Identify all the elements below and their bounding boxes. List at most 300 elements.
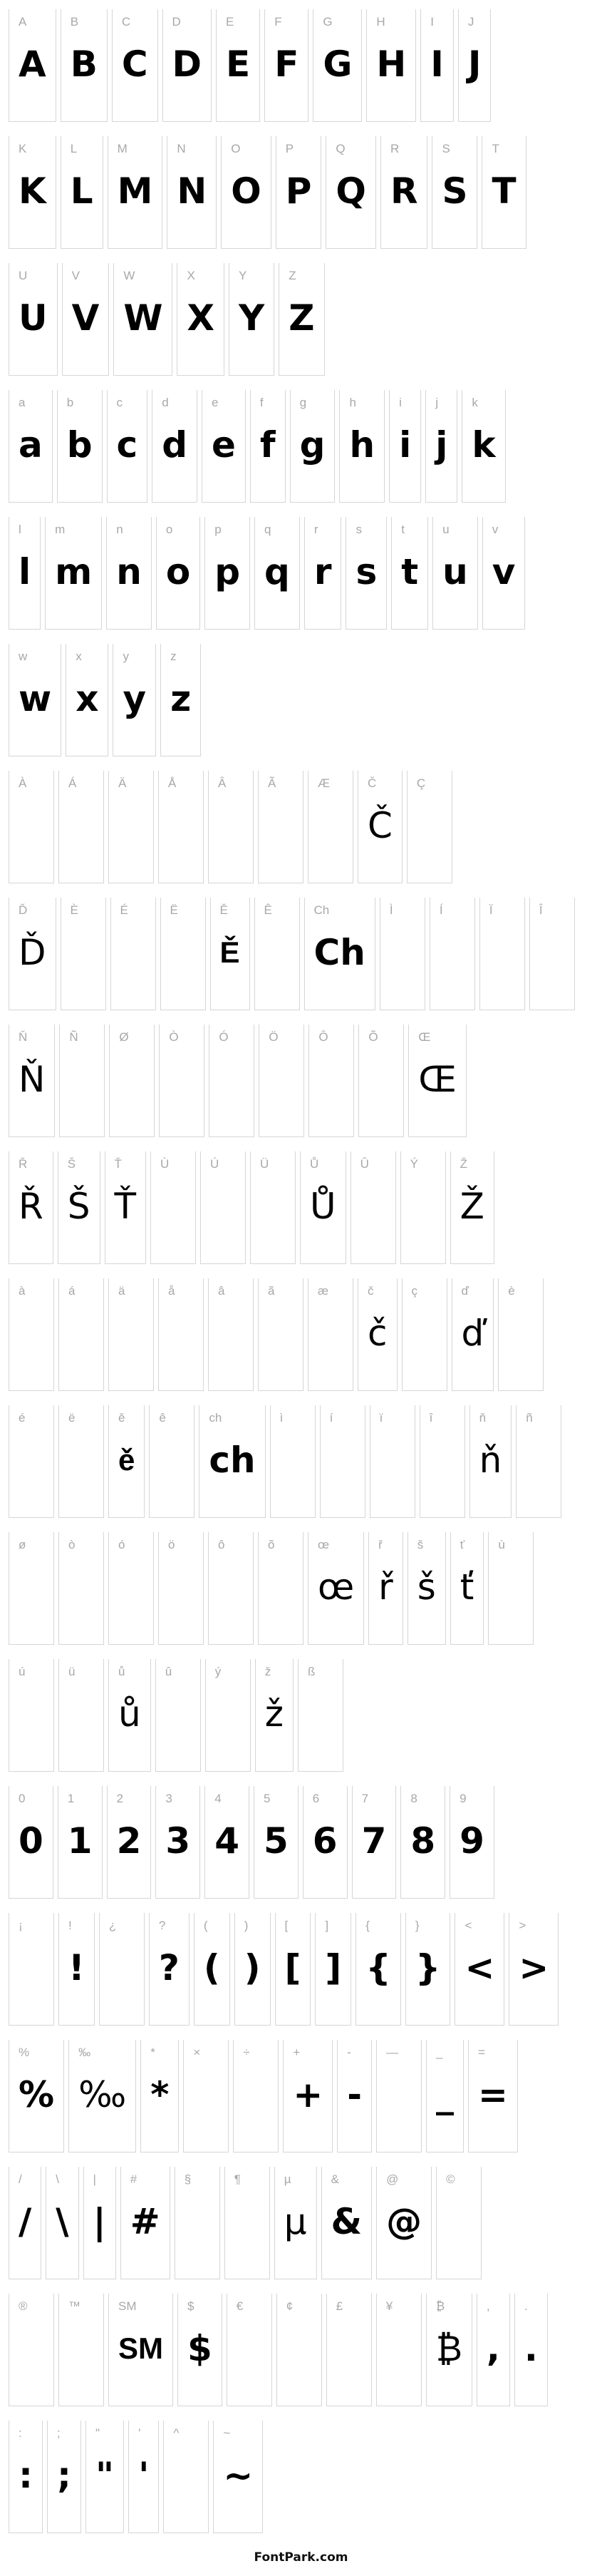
glyph-cell-label: è [508,1284,515,1298]
glyph-cell-label: ñ [526,1411,533,1425]
glyph-cell-glyph: 4 [214,1820,239,1862]
glyph-cell-label: Ň [19,1030,28,1044]
glyph-cell-label: @ [386,2172,399,2186]
glyph-cell [155,1786,200,1899]
glyph-cell-label: u [442,523,450,536]
glyph-cell [351,1151,396,1264]
glyph-cell-label: Ï [489,903,493,917]
glyph-cell-glyph [210,1176,236,1237]
glyph-cell-glyph [69,1049,95,1110]
glyph-cell-label: È [70,903,78,917]
glyph-row [9,9,593,122]
glyph-cell [9,517,41,630]
glyph-cell-glyph: z [170,678,192,719]
glyph-cell-label: Ñ [69,1030,78,1044]
glyph-cell-glyph: @ [386,2201,422,2242]
glyph-cell-label: Ã [268,776,276,790]
glyph-cell-glyph: w [19,678,52,719]
glyph-cell [205,1659,251,1772]
glyph-cell-glyph [526,1430,551,1491]
glyph-cell-label: Û [360,1157,369,1171]
glyph-cell-glyph: e [211,424,236,466]
glyph-cell [58,1278,104,1391]
glyph-cell [120,2167,170,2279]
glyph-cell-glyph: ř [378,1566,393,1608]
glyph-cell-label: E [226,15,234,29]
glyph-cell [177,263,224,376]
glyph-cell [400,1786,445,1899]
glyph-cell [202,390,246,503]
glyph-cell [370,1405,415,1518]
glyph-cell [9,1278,54,1391]
glyph-cell [482,136,526,249]
glyph-cell [283,2040,333,2152]
glyph-cell [254,517,300,630]
glyph-cell-label: / [19,2172,22,2186]
glyph-cell-label: ? [158,1919,166,1932]
glyph-cell-label: Ò [169,1030,179,1044]
glyph-cell-glyph: ! [68,1947,85,1989]
glyph-cell-label: Ž [460,1157,468,1171]
glyph-cell [108,136,163,249]
glyph-cell-glyph [218,1303,244,1364]
glyph-cell [46,2167,78,2279]
glyph-cell-label: Î [539,903,543,917]
glyph-cell [61,136,103,249]
glyph-cell-glyph: ) [244,1947,261,1989]
glyph-cell-glyph [218,795,244,856]
glyph-cell-label: - [347,2046,351,2059]
glyph-cell [452,1278,494,1391]
glyph-cell-glyph: ( [203,1947,220,1989]
glyph-cell-glyph [243,2064,269,2125]
glyph-cell-label: U [19,269,28,282]
glyph-cell [407,771,452,883]
glyph-cell-glyph: A [19,43,46,85]
glyph-cell-glyph: Ť [114,1186,137,1227]
glyph-cell-label: Ø [119,1030,129,1044]
glyph-cell-glyph: T [492,170,517,212]
glyph-cell [9,390,53,503]
glyph-cell [9,2167,41,2279]
glyph-cell-glyph [386,2064,412,2125]
glyph-cell [468,2040,518,2152]
glyph-cell [498,1278,544,1391]
glyph-cell-label: l [19,523,21,536]
glyph-cell [61,9,108,122]
glyph-cell-glyph: ť [460,1566,474,1608]
glyph-cell [199,1405,265,1518]
glyph-cell [514,2294,548,2406]
glyph-cell-glyph: a [19,424,43,466]
glyph-cell [300,1151,346,1264]
glyph-cell-label: $ [187,2299,194,2313]
glyph-cell [264,9,308,122]
glyph-cell-label: ch [209,1411,222,1425]
glyph-cell [155,1659,201,1772]
glyph-cell [9,1151,53,1264]
glyph-cell-label: f [259,396,264,409]
glyph-cell-glyph: ň [479,1440,502,1481]
glyph-cell-glyph: M [117,170,153,212]
glyph-cell-glyph: & [331,2201,363,2242]
glyph-cell [105,1151,147,1264]
glyph-cell-label: Ch [313,903,330,917]
glyph-cell-label: Ö [269,1030,279,1044]
glyph-cell-glyph [119,1049,145,1110]
glyph-cell [380,136,428,249]
glyph-cell [62,263,110,376]
glyph-cell-glyph: ? [158,1947,180,1989]
glyph-cell [9,2421,43,2533]
glyph-cell-glyph [19,795,44,856]
glyph-cell-glyph: + [293,2074,323,2115]
glyph-cell-label: Õ [368,1030,378,1044]
glyph-cell [85,2421,124,2533]
glyph-cell-glyph: Ch [313,932,365,973]
glyph-cell-label: 3 [165,1792,172,1805]
glyph-cell-label: ó [118,1538,125,1551]
glyph-cell-label: V [71,269,80,282]
glyph-row [9,1405,593,1518]
glyph-cell-label: Ê [264,903,272,917]
glyph-cell-label: ù [498,1538,505,1551]
glyph-cell-glyph [268,1556,294,1618]
glyph-cell-glyph [118,1303,144,1364]
glyph-cell [436,2167,482,2279]
glyph-cell-label: . [524,2299,528,2313]
glyph-cell-glyph: o [165,551,191,592]
glyph-cell-glyph: 3 [165,1820,191,1862]
glyph-cell-label: d [162,396,169,409]
glyph-cell-glyph: q [264,551,290,592]
glyph-cell [420,1405,465,1518]
glyph-cell-glyph: : [19,2455,33,2496]
glyph-cell-glyph: Š [67,1186,90,1227]
glyph-cell [9,1025,55,1137]
glyph-cell-label: À [19,776,27,790]
glyph-cell-glyph [268,795,294,856]
glyph-cell-glyph [169,1049,194,1110]
glyph-cell [224,2167,270,2279]
glyph-cell-glyph: 9 [460,1820,484,1862]
glyph-cell [509,1913,559,2026]
glyph-cell-label: î [429,1411,433,1425]
glyph-cell [516,1405,561,1518]
glyph-cell [477,2294,510,2406]
glyph-cell [308,1025,354,1137]
glyph-cell-glyph: [ [284,1947,301,1989]
glyph-cell-glyph [417,795,442,856]
glyph-cell-label: 6 [312,1792,320,1805]
glyph-cell-glyph: ď [461,1313,484,1354]
glyph-cell-label: n [116,523,123,536]
glyph-cell-glyph: _ [436,2074,455,2115]
glyph-cell-glyph: l [19,551,31,592]
glyph-cell-label: B [70,15,79,29]
glyph-cell [337,2040,372,2152]
glyph-cell [149,1913,190,2026]
glyph-cell-label: ë [68,1411,76,1425]
glyph-cell-glyph: ‰ [78,2074,127,2115]
glyph-cell-glyph: / [19,2201,32,2242]
glyph-cell-label: ò [68,1538,76,1551]
glyph-cell-label: < [465,1919,472,1932]
glyph-cell [426,2294,472,2406]
glyph-row [9,1025,593,1137]
glyph-cell-glyph: V [71,297,100,339]
glyph-cell-label: Ú [210,1157,219,1171]
glyph-cell-glyph: # [130,2201,160,2242]
glyph-cell [425,390,457,503]
glyph-cell-glyph [19,1683,44,1745]
glyph-cell [208,1278,254,1391]
glyph-cell [58,1913,95,2026]
glyph-cell-glyph [410,1176,436,1237]
glyph-cell [106,517,152,630]
glyph-cell-label: Œ [418,1030,431,1044]
glyph-cell-glyph: ] [325,1947,342,1989]
glyph-cell-label: × [193,2046,201,2059]
glyph-cell-label: à [19,1284,26,1298]
glyph-cell-glyph [185,2191,210,2252]
glyph-cell [66,644,108,756]
glyph-cell-label: _ [436,2046,443,2059]
glyph-cell-glyph: Ř [19,1186,43,1227]
glyph-cell-glyph: J [467,43,482,85]
glyph-cell-glyph: µ [284,2201,307,2242]
glyph-cell [9,898,56,1010]
glyph-cell-glyph: Ď [19,932,46,973]
glyph-cell-label: : [19,2426,22,2440]
glyph-cell-label: é [19,1411,26,1425]
glyph-cell-label: J [467,15,474,29]
glyph-cell-label: Â [218,776,227,790]
glyph-cell [200,1151,246,1264]
glyph-cell [315,1913,351,2026]
glyph-cell [229,263,274,376]
glyph-cell-glyph: { [365,1947,391,1989]
glyph-cell [194,1913,230,2026]
glyph-cell-label: A [19,15,27,29]
glyph-cell-label: ž [264,1665,271,1678]
glyph-cell [167,136,217,249]
glyph-cell-glyph [19,1303,44,1364]
glyph-cell [68,2040,136,2152]
glyph-cell [107,1786,152,1899]
glyph-cell [450,1151,494,1264]
glyph-cell [208,771,254,883]
glyph-cell-glyph [264,922,290,983]
glyph-cell-label: Q [336,142,346,155]
glyph-cell-glyph [286,2318,312,2379]
glyph-cell [108,2294,173,2406]
glyph-cell [108,1278,154,1391]
glyph-cell-glyph: œ [318,1566,355,1608]
glyph-cell [408,1025,467,1137]
glyph-cell-glyph: k [472,424,496,466]
glyph-cell-label: } [415,1919,420,1932]
glyph-cell [107,390,148,503]
glyph-cell-label: X [187,269,195,282]
glyph-cell [162,9,212,122]
glyph-cell [255,1659,294,1772]
glyph-cell-label: x [76,650,82,663]
glyph-cell [58,1659,104,1772]
glyph-cell-label: % [19,2046,30,2059]
glyph-cell-label: ê [159,1411,166,1425]
glyph-cell-label: Č [368,776,377,790]
glyph-cell-glyph: č [368,1313,388,1354]
glyph-cell-label: Í [439,903,443,917]
glyph-cell [158,1278,204,1391]
glyph-cell-label: â [218,1284,225,1298]
glyph-cell [58,1532,104,1645]
glyph-cell-glyph: c [116,424,138,466]
glyph-cell [290,390,336,503]
glyph-cell [183,2040,229,2152]
glyph-cell-label: ‰ [78,2046,91,2059]
glyph-cell-glyph [386,2318,412,2379]
glyph-cell [175,2167,220,2279]
glyph-cell-glyph: 7 [361,1820,387,1862]
glyph-cell [469,1405,512,1518]
glyph-cell-glyph: . [524,2328,538,2369]
glyph-row [9,1532,593,1645]
glyph-cell-label: 2 [116,1792,124,1805]
glyph-cell-label: ¶ [234,2172,241,2186]
glyph-row [9,263,593,376]
glyph-cell-glyph: D [172,43,202,85]
glyph-cell-label: ç [411,1284,417,1298]
glyph-cell-label: H [376,15,385,29]
glyph-cell-glyph: Ň [19,1059,46,1100]
glyph-cell [250,390,286,503]
glyph-cell-glyph [368,1049,394,1110]
glyph-cell [462,390,505,503]
glyph-cell [45,517,102,630]
glyph-cell [259,1025,304,1137]
glyph-cell-glyph [173,2445,199,2506]
glyph-cell-glyph [215,1683,241,1745]
glyph-cell-label: \ [56,2172,59,2186]
glyph-cell-label: µ [284,2172,291,2186]
glyph-cell-glyph: b [66,424,93,466]
glyph-cell-glyph: 5 [263,1820,289,1862]
glyph-cell-glyph: E [226,43,251,85]
glyph-cell [216,9,260,122]
glyph-cell-glyph [109,1937,135,1998]
glyph-cell-glyph: > [519,1947,549,1989]
glyph-cell-glyph: Ž [460,1186,484,1227]
glyph-cell [9,1405,54,1518]
glyph-cell-glyph [118,1556,144,1618]
glyph-cell-glyph: 1 [67,1820,93,1862]
glyph-cell [9,1532,54,1645]
glyph-cell [112,9,158,122]
glyph-cell-glyph: v [492,551,516,592]
glyph-cell-label: ] [325,1919,329,1932]
glyph-cell [376,2294,422,2406]
glyph-cell-glyph: , [486,2328,500,2369]
glyph-cell-label: r [313,523,318,536]
glyph-cell [9,1659,54,1772]
glyph-cell-glyph [318,1303,343,1364]
glyph-cell [391,517,428,630]
glyph-cell-label: P [285,142,294,155]
glyph-cell-label: k [472,396,478,409]
glyph-cell [274,2167,317,2279]
glyph-cell-label: ď [461,1284,469,1298]
glyph-cell-glyph: G [323,43,353,85]
glyph-cell-glyph [19,1937,44,1998]
glyph-row [9,1278,593,1391]
glyph-cell-glyph: W [123,297,163,339]
glyph-cell-label: ě [118,1411,125,1425]
glyph-cell [358,771,403,883]
glyph-cell-glyph [120,922,146,983]
glyph-cell-glyph: 0 [19,1820,43,1862]
glyph-cell [275,1913,311,2026]
glyph-cell [59,1025,105,1137]
glyph-cell-label: i [399,396,402,409]
glyph-cell [279,263,324,376]
glyph-cell-label: 8 [410,1792,417,1805]
glyph-cell-label: ^ [173,2426,180,2440]
glyph-cell [58,2294,104,2406]
glyph-cell-glyph: š [417,1566,436,1608]
glyph-cell-glyph: Ě [219,935,240,969]
glyph-cell-glyph [269,1049,294,1110]
glyph-cell-label: § [184,2172,192,2186]
glyph-cell [160,644,201,756]
glyph-cell-label: ů [118,1665,125,1678]
glyph-cell-label: y [123,650,129,663]
glyph-cell-label: s [356,523,362,536]
glyph-cell-glyph [440,922,465,983]
glyph-cell-glyph: ; [57,2455,71,2496]
glyph-cell [400,1151,446,1264]
glyph-cell-label: p [214,523,222,536]
glyph-cell [177,2294,222,2406]
glyph-cell [458,9,492,122]
glyph-cell [108,1659,151,1772]
glyph-cell [9,263,58,376]
glyph-row [9,2040,593,2152]
glyph-cell-label: ( [203,1919,208,1932]
glyph-cell-glyph: H [376,43,407,85]
glyph-cell-glyph: $ [187,2328,212,2369]
glyph-cell-label: õ [268,1538,275,1551]
glyph-cell-label: ã [268,1284,275,1298]
glyph-cell-glyph: ' [138,2455,150,2496]
glyph-cell-label: ' [138,2426,141,2440]
glyph-cell [209,1025,254,1137]
glyph-cell-label: ü [68,1665,76,1678]
glyph-cell-label: R [390,142,400,155]
glyph-cell [204,1786,249,1899]
glyph-cell-label: , [486,2299,490,2313]
glyph-cell-label: ö [168,1538,175,1551]
glyph-cell [321,2167,373,2279]
glyph-cell-label: = [478,2046,485,2059]
glyph-cell-glyph: * [150,2074,170,2115]
glyph-row [9,898,593,1010]
glyph-cell-label: £ [336,2299,343,2313]
glyph-cell-glyph: C [121,43,148,85]
glyph-cell [308,1532,364,1645]
glyph-cell [304,898,375,1010]
